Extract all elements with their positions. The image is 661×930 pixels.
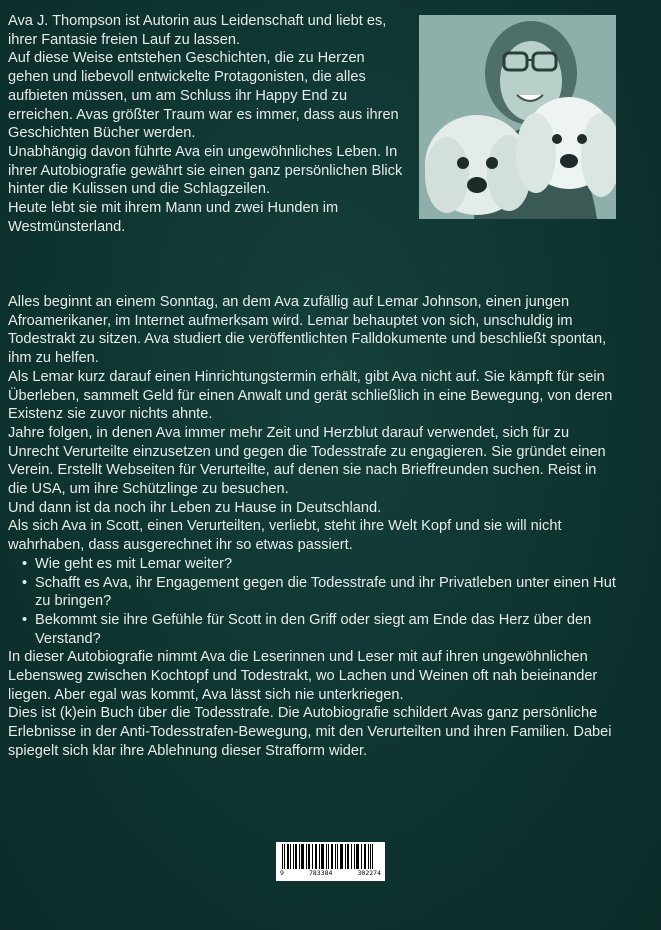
blurb-paragraph: Dies ist (k)ein Buch über die Todesstrafe. Die Autobiografie schildert Avas ganz persönliche Erlebnisse in der Anti-Todesstrafen-Bewegung, mit den Verurteilten und ihren Familien. Dabei spiegelt sich klar ihre Ablehnung dieser Strafform wider.: [8, 705, 612, 759]
list-item: [8, 555, 618, 574]
bio-paragraph: Auf diese Weise entstehen Geschichten, die zu Herzen gehen und liebevoll entwickelte Protagonisten, die alles aufbieten müssen, um am Schluss ihr Happy End zu erreichen. Avas größter Traum war es immer, dass aus ihren Geschichten Bücher werden.: [8, 50, 399, 142]
list-item: [8, 574, 618, 611]
bio-paragraph: Ava J. Thompson ist Autorin aus Leidenschaft und liebt es, ihrer Fantasie freien Lauf zu lassen.: [8, 13, 387, 48]
list-item-text: Wie geht es mit Lemar weiter?: [35, 555, 233, 572]
barcode-group-left: 783384: [308, 869, 333, 877]
bullet-icon: •: [22, 555, 28, 572]
blurb-paragraph: Und dann ist da noch ihr Leben zu Hause in Deutschland.: [8, 499, 382, 516]
author-bio: [8, 12, 408, 236]
author-photo-illustration: [419, 15, 616, 219]
list-item-text: Schafft es Ava, ihr Engagement gegen die Todesstrafe und ihr Privatleben unter einen Hut zu bringen?: [35, 574, 616, 610]
back-cover-blurb: [8, 293, 618, 761]
isbn-barcode: [276, 842, 385, 881]
blurb-paragraph: Jahre folgen, in denen Ava immer mehr Zeit und Herzblut darauf verwendet, sich für zu Unrecht Verurteilte einzusetzen und gegen die Todesstrafe zu engagieren. Sie gründet einen Verein. Erstellt Webseiten für Verurteilte, auf denen sie nach Brieffreunden suchen. Reist in die USA, um ihre Schützlinge zu besuchen.: [8, 424, 606, 498]
barcode-digits: [279, 869, 382, 877]
blurb-paragraph: Alles beginnt an einem Sonntag, an dem Ava zufällig auf Lemar Johnson, einen jungen Afroamerikaner, im Internet aufmerksam wird. Lemar behauptet von sich, unschuldig im Todestrakt zu sitzen. Ava studiert die veröffentlichten Falldokumente und beschließt spontan, ihm zu helfen.: [8, 294, 607, 367]
blurb-paragraph: Als sich Ava in Scott, einen Verurteilten, verliebt, steht ihre Welt Kopf und sie will nicht wahrhaben, dass ausgerechnet ihr so etwas passiert.: [8, 518, 562, 554]
bullet-icon: •: [22, 611, 28, 628]
author-photo: [419, 15, 616, 219]
list-item: [8, 611, 618, 648]
bio-paragraph: Heute lebt sie mit ihrem Mann und zwei Hunden im Westmünsterland.: [8, 200, 339, 235]
bio-paragraph: Unabhängig davon führte Ava ein ungewöhnliches Leben. In ihrer Autobiografie gewährt sie einen ganz persönlichen Blick hinter die Kulissen und die Schlagzeilen.: [8, 143, 403, 198]
barcode-digit-first: 9: [280, 869, 284, 877]
question-list: [8, 555, 618, 649]
barcode-group-right: 302274: [357, 869, 381, 877]
list-item-text: Bekommt sie ihre Gefühle für Scott in den Griff oder siegt am Ende das Herz über den Verstand?: [35, 611, 592, 647]
blurb-paragraph: In dieser Autobiografie nimmt Ava die Leserinnen und Leser mit auf ihren ungewöhnlichen Lebensweg zwischen Kochtopf und Todestrakt, wo Lachen und Weinen oft nah beieinander liegen. Aber egal was kommt, Ava lässt sich nie unterkriegen.: [8, 649, 598, 703]
bullet-icon: •: [22, 574, 28, 591]
blurb-paragraph: Als Lemar kurz darauf einen Hinrichtungstermin erhält, gibt Ava nicht auf. Sie kämpft für sein Überleben, sammelt Geld für einen Anwalt und gerät schließlich in eine Bewegung, von deren Existenz sie zuvor nichts ahnte.: [8, 368, 613, 423]
